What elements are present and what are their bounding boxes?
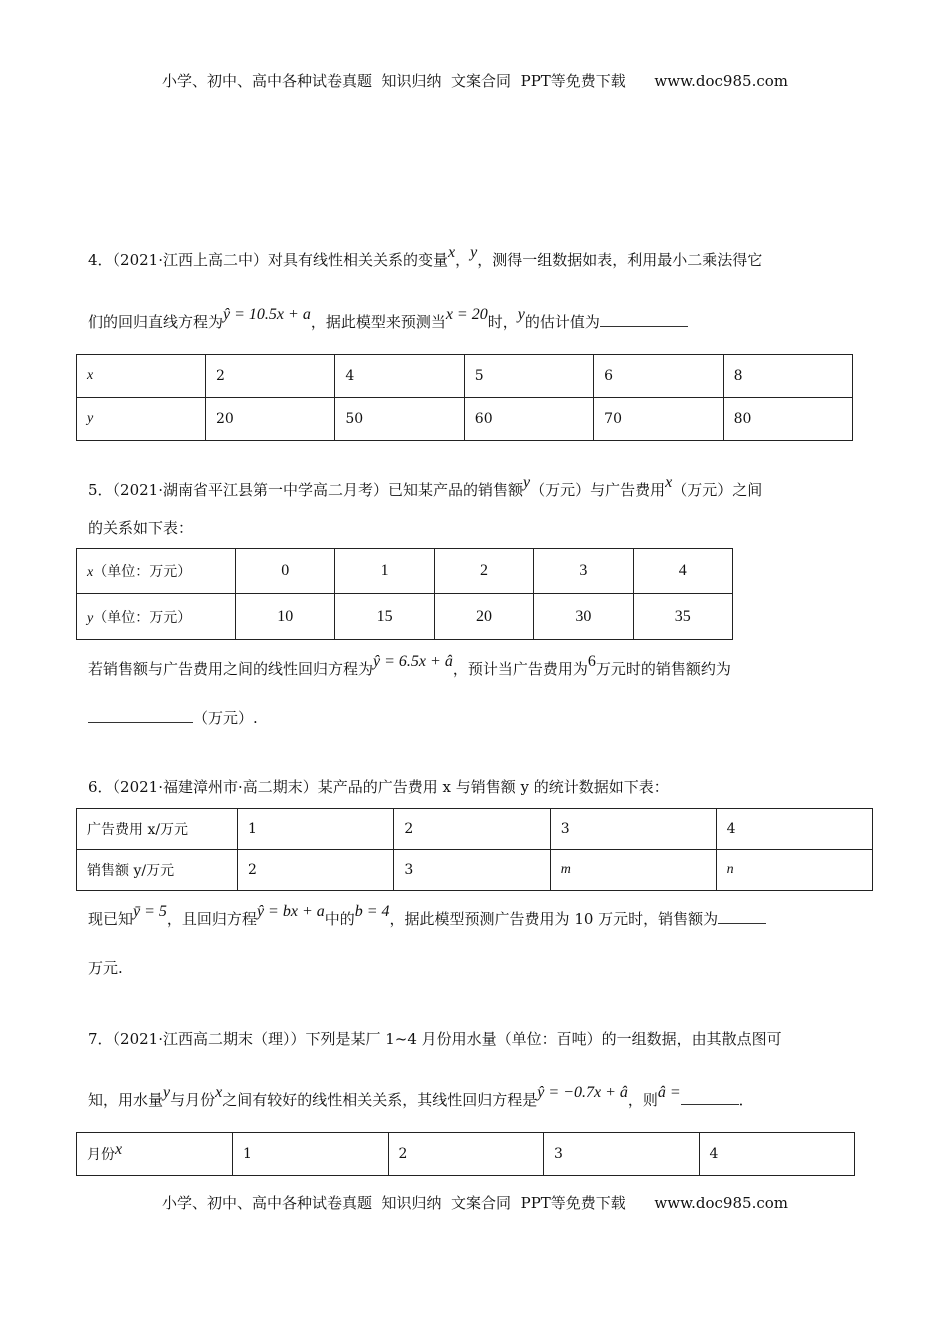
table-row xyxy=(77,398,853,441)
text: （万元）与广告费用 xyxy=(530,481,666,499)
text: ，据此模型预测广告费用为 10 万元时，销售额为 xyxy=(389,910,719,928)
cell: 1 xyxy=(233,1133,389,1176)
q6-line2 xyxy=(88,903,766,930)
table-row xyxy=(77,594,733,640)
answer-blank xyxy=(600,312,688,327)
text: 知，用水量 xyxy=(88,1091,164,1109)
table-row xyxy=(77,809,873,850)
math-y: y xyxy=(163,1084,171,1101)
text: ，据此模型来预测当 xyxy=(310,313,446,331)
cell: 3 xyxy=(550,809,716,850)
q7-line2 xyxy=(88,1084,754,1111)
header-cell: 销售额 y/万元 xyxy=(77,850,238,891)
q5-line1 xyxy=(88,474,763,501)
cell: 6 xyxy=(594,355,723,398)
q7-line1: 7．（2021·江西高二期末（理））下列是某厂 1~4 月份用水量（单位：百吨）的一组数据，由其散点图可 xyxy=(88,1030,782,1048)
cell: 60 xyxy=(464,398,593,441)
cell: 30 xyxy=(534,594,633,640)
math-number: 6 xyxy=(587,653,596,670)
cell: 0 xyxy=(236,549,335,594)
math-equation: ŷ = 10.5x + a xyxy=(223,306,311,323)
cell: 80 xyxy=(723,398,852,441)
text: （万元）. xyxy=(193,709,258,727)
cell: 1 xyxy=(238,809,394,850)
cell: 3 xyxy=(394,850,550,891)
q5-line3 xyxy=(88,653,731,680)
math-equation: x = 20 xyxy=(445,306,488,323)
cell: 8 xyxy=(723,355,852,398)
math-equation: ȳ = 5 xyxy=(133,903,167,920)
cell: 4 xyxy=(699,1133,855,1176)
text: ，且回归方程 xyxy=(166,910,257,928)
math-y: y xyxy=(523,474,531,491)
text: 时， xyxy=(487,313,518,331)
cell: 2 xyxy=(434,549,533,594)
header-label: 月份 xyxy=(87,1147,115,1163)
q4-table xyxy=(76,354,853,441)
math-y: y xyxy=(517,306,525,323)
cell: 50 xyxy=(335,398,464,441)
header-var: y xyxy=(87,610,94,626)
cell: 10 xyxy=(236,594,335,640)
q5-line2: 的关系如下表： xyxy=(88,519,194,537)
text: 中的 xyxy=(324,910,355,928)
q6-table xyxy=(76,808,873,891)
q6-line1: 6．（2021·福建漳州市·高二期末）某产品的广告费用 x 与销售额 y 的统计数据如下表： xyxy=(88,778,669,796)
cell: 1 xyxy=(335,549,434,594)
cell: 3 xyxy=(534,549,633,594)
text: ， xyxy=(455,251,471,269)
header-cell: y xyxy=(77,398,206,441)
table-row xyxy=(77,549,733,594)
cell: m xyxy=(550,850,716,891)
text: ． xyxy=(738,1091,754,1109)
answer-blank xyxy=(718,909,766,924)
header-cell: 广告费用 x/万元 xyxy=(77,809,238,850)
header-var: x xyxy=(87,565,94,580)
text: 5．（2021·湖南省平江县第一中学高二月考）已知某产品的销售额 xyxy=(88,481,523,499)
math-equation: ŷ = −0.7x + â xyxy=(537,1084,628,1101)
cell: 20 xyxy=(206,398,335,441)
cell: 5 xyxy=(464,355,593,398)
answer-blank xyxy=(88,708,193,723)
text: （万元）之间 xyxy=(672,481,763,499)
cell: 4 xyxy=(716,809,872,850)
text: 现已知 xyxy=(88,910,134,928)
cell: 4 xyxy=(335,355,464,398)
math-equation: â = xyxy=(657,1084,681,1101)
cell: 20 xyxy=(434,594,533,640)
text: 万元时的销售额约为 xyxy=(595,660,731,678)
cell: 2 xyxy=(388,1133,544,1176)
cell: 2 xyxy=(206,355,335,398)
cell: 15 xyxy=(335,594,434,640)
page-footer: 小学、初中、高中各种试卷真题 知识归纳 文案合同 PPT等免费下载 www.doc985.com xyxy=(161,1194,788,1212)
answer-blank xyxy=(681,1090,739,1105)
table-row xyxy=(77,355,853,398)
cell: 4 xyxy=(633,549,732,594)
text: ，预计当广告费用为 xyxy=(452,660,588,678)
math-equation: ŷ = bx + a xyxy=(256,903,325,920)
q7-table xyxy=(76,1132,855,1176)
cell: n xyxy=(716,850,872,891)
math-x: x xyxy=(448,244,456,261)
math-x: x xyxy=(665,474,673,491)
header-unit: （单位：万元） xyxy=(93,564,192,580)
text: 之间有较好的线性相关关系，其线性回归方程是 xyxy=(222,1091,538,1109)
text: ，则 xyxy=(627,1091,658,1109)
cell: 2 xyxy=(394,809,550,850)
q5-table xyxy=(76,548,733,640)
cell: 70 xyxy=(594,398,723,441)
text: 若销售额与广告费用之间的线性回归方程为 xyxy=(88,660,374,678)
math-x: x xyxy=(215,1084,223,1101)
header-cell: x xyxy=(77,355,206,398)
math-x: x xyxy=(115,1141,123,1158)
text: 4．（2021·江西上高二中）对具有线性相关关系的变量 xyxy=(88,251,448,269)
header-unit: （单位：万元） xyxy=(93,609,192,626)
cell: 2 xyxy=(238,850,394,891)
page-header: 小学、初中、高中各种试卷真题 知识归纳 文案合同 PPT等免费下载 www.doc985.com xyxy=(161,72,788,90)
math-y: y xyxy=(470,244,478,261)
text: 的估计值为 xyxy=(524,313,600,331)
math-equation: b = 4 xyxy=(354,903,390,920)
q4-line1 xyxy=(88,244,763,271)
text: 与月份 xyxy=(170,1091,216,1109)
math-equation: ŷ = 6.5x + â xyxy=(373,653,453,670)
text: ，测得一组数据如表，利用最小二乘法得它 xyxy=(477,251,763,269)
cell: 3 xyxy=(544,1133,700,1176)
cell: 35 xyxy=(633,594,732,640)
q4-line2 xyxy=(88,306,688,333)
text: 们的回归直线方程为 xyxy=(88,313,224,331)
table-row xyxy=(77,850,873,891)
q5-line4 xyxy=(88,708,258,728)
table-row xyxy=(77,1133,855,1176)
q6-line3: 万元. xyxy=(88,959,123,977)
